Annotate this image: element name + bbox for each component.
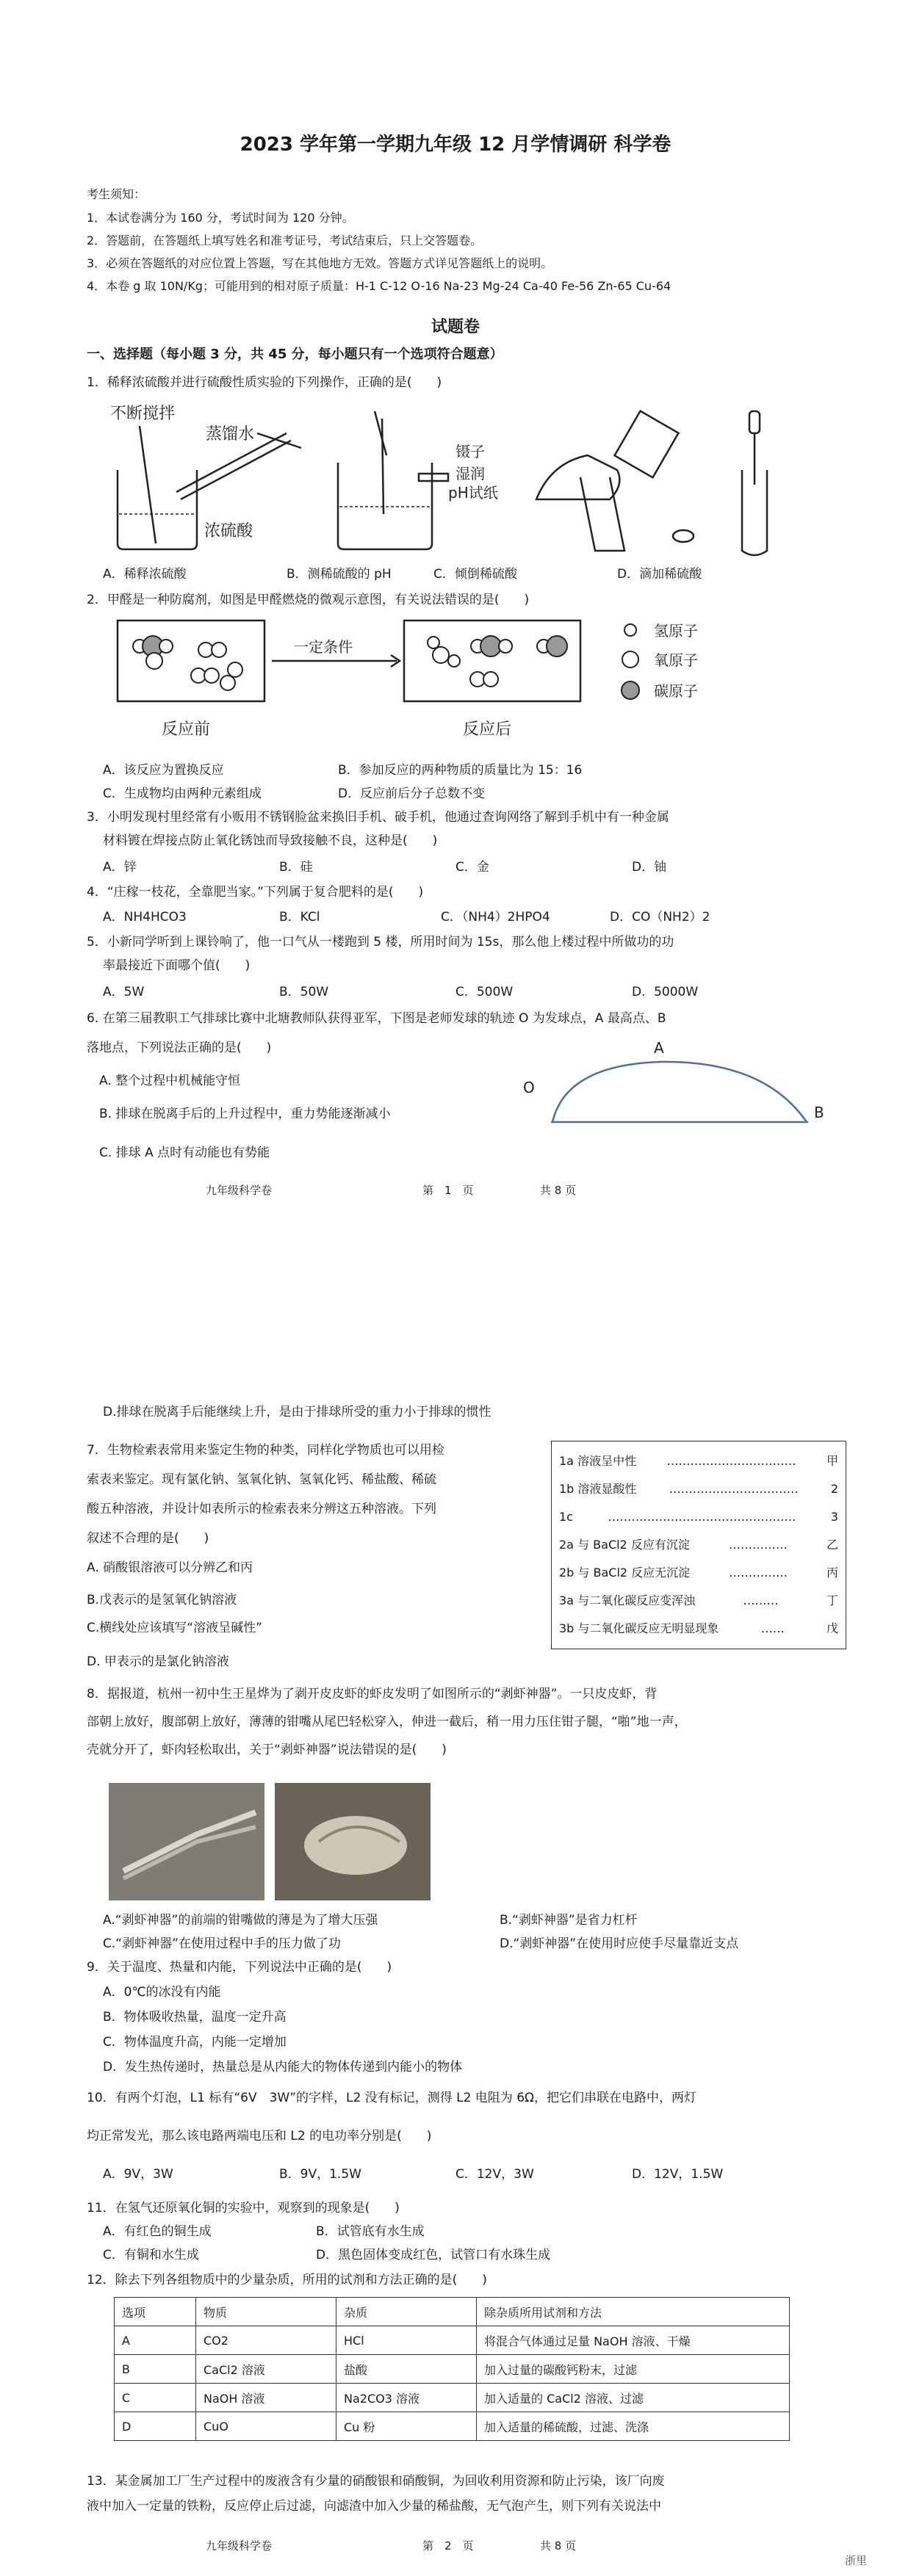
legend-label: 碳原子 bbox=[654, 682, 698, 700]
question-6-stem: 落地点，下列说法正确的是( ) bbox=[87, 1041, 272, 1055]
q9-option[interactable]: C．物体温度升高，内能一定增加 bbox=[103, 2035, 287, 2049]
key-row: 2b 与 BaCl2 反应无沉淀 …………… 丙 bbox=[559, 1566, 838, 1580]
table-cell: 加入适量的稀硫酸，过滤、洗涤 bbox=[477, 2412, 790, 2441]
question-8-stem: 部朝上放好，腹部朝上放好，薄薄的钳嘴从尾巴轻松穿入，伸进一截后，稍一用力压住钳子腿，“啪”地一声， bbox=[87, 1715, 687, 1729]
table-header: 杂质 bbox=[336, 2298, 477, 2326]
question-5-stem: 率最接近下面哪个值( ) bbox=[103, 958, 251, 973]
q6-option[interactable]: A. 整个过程中机械能守恒 bbox=[99, 1074, 241, 1088]
q5-option[interactable]: D．5000W bbox=[632, 985, 699, 999]
paper-title: 2023 学年第一学期九年级 12 月学情调研 科学卷 bbox=[240, 134, 671, 156]
question-7-stem: 叙述不合理的是( ) bbox=[87, 1531, 209, 1546]
q8-option[interactable]: B.“剥虾神器”是省力杠杆 bbox=[500, 1913, 638, 1928]
shrimp-peeling-photo bbox=[275, 1783, 431, 1900]
q6-trajectory-figure bbox=[514, 1035, 838, 1138]
footer-subject: 九年级科学卷 bbox=[206, 1184, 273, 1197]
shrimp-icon bbox=[275, 1783, 431, 1900]
point-o-label: O bbox=[523, 1079, 535, 1096]
footer-total: 共 8 页 bbox=[540, 1184, 577, 1197]
q7-option[interactable]: A. 硝酸银溶液可以分辨乙和丙 bbox=[87, 1560, 253, 1575]
footer-page: 第 1 页 bbox=[422, 1184, 474, 1197]
table-cell: 将混合气体通过足量 NaOH 溶液、干燥 bbox=[477, 2326, 790, 2355]
q9-option[interactable]: D．发生热传递时，热量总是从内能大的物体传递到内能小的物体 bbox=[103, 2060, 463, 2074]
question-9-stem: 9．关于温度、热量和内能，下列说法中正确的是( ) bbox=[87, 1960, 392, 1975]
question-13-stem: 13．某金属加工厂生产过程中的废液含有少量的硝酸银和硝酸铜，为回收利用资源和防止污染，该厂向废 bbox=[87, 2474, 665, 2489]
q10-option[interactable]: C．12V，3W bbox=[455, 2167, 534, 2182]
table-cell: CaCl2 溶液 bbox=[196, 2355, 336, 2384]
legend-label: 氢原子 bbox=[654, 622, 698, 640]
question-13-stem: 液中加入一定量的铁粉，反应停止后过滤，向滤渣中加入少量的稀盐酸，无气泡产生，则下列有关说法中 bbox=[87, 2499, 661, 2514]
question-7-stem: 7．生物检索表常用来鉴定生物的种类，同样化学物质也可以用检 bbox=[87, 1443, 444, 1458]
oxygen-atom-icon bbox=[622, 651, 638, 667]
q12-options-table bbox=[114, 2297, 790, 2441]
q2-after-label: 反应后 bbox=[463, 720, 512, 739]
hydrogen-atom-icon bbox=[624, 624, 636, 636]
q8-option[interactable]: A.“剥虾神器”的前端的钳嘴做的薄是为了增大压强 bbox=[103, 1913, 378, 1928]
question-8-stem: 8．据报道，杭州一初中生王星烨为了剥开皮皮虾的虾皮发明了如图所示的“剥虾神器”。一只皮皮虾，背 bbox=[87, 1687, 658, 1701]
table-header: 选项 bbox=[115, 2298, 196, 2326]
after-box bbox=[404, 621, 580, 701]
q11-option[interactable]: B．试管底有水生成 bbox=[316, 2224, 425, 2239]
q11-option[interactable]: D．黑色固体变成红色，试管口有水珠生成 bbox=[316, 2248, 551, 2262]
q4-option[interactable]: D．CO（NH2）2 bbox=[610, 910, 710, 925]
question-6-stem: 6. 在第三届教职工气排球比赛中北塘教师队获得亚军，下图是老师发球的轨迹 O 为发球点，A 最高点、B bbox=[87, 1011, 666, 1026]
question-10-stem: 均正常发光，那么该电路两端电压和 L2 的电功率分别是( ) bbox=[87, 2129, 432, 2143]
q9-option[interactable]: B．物体吸收热量，温度一定升高 bbox=[103, 2010, 287, 2025]
paper-label: 试题卷 bbox=[431, 318, 480, 336]
carbon-atom-icon bbox=[622, 681, 639, 699]
dichotomous-key-table bbox=[551, 1441, 846, 1649]
page-1 bbox=[0, 0, 911, 1248]
dropper-figure bbox=[742, 411, 767, 555]
notice-line: 3．必须在答题纸的对应位置上答题，写在其他地方无效。答题方式详见答题纸上的说明。 bbox=[87, 256, 553, 270]
key-row: 3b 与二氧化碳反应无明显现象 …… 戊 bbox=[559, 1621, 838, 1635]
q2-molecule-diagram bbox=[110, 617, 771, 749]
ball-trajectory bbox=[552, 1062, 807, 1122]
q1-label: pH试纸 bbox=[448, 484, 498, 502]
table-row[interactable] bbox=[115, 2326, 790, 2355]
question-7-stem: 酸五种溶液，并设计如表所示的检索表来分辨这五种溶液。下列 bbox=[87, 1502, 436, 1516]
q1-label: 不断搅拌 bbox=[110, 405, 176, 423]
q1-option[interactable]: D．滴加稀硫酸 bbox=[617, 567, 702, 582]
q2-before-label: 反应前 bbox=[162, 720, 211, 739]
footer-page: 第 2 页 bbox=[422, 2539, 474, 2553]
q5-option[interactable]: B．50W bbox=[279, 985, 329, 999]
q2-arrow-label: 一定条件 bbox=[294, 638, 353, 656]
q10-option[interactable]: B．9V，1.5W bbox=[279, 2167, 361, 2182]
table-cell: D bbox=[115, 2412, 196, 2441]
beaker-b bbox=[338, 411, 448, 549]
q2-option[interactable]: C．生成物均由两种元素组成 bbox=[103, 786, 262, 801]
q2-option[interactable]: B．参加反应的两种物质的质量比为 15：16 bbox=[338, 763, 583, 778]
watermark: 浙里 bbox=[845, 2554, 868, 2567]
table-cell: Cu 粉 bbox=[336, 2412, 477, 2441]
table-row[interactable] bbox=[115, 2355, 790, 2384]
notice-title: 考生须知： bbox=[87, 187, 146, 201]
question-3-stem: 材料镀在焊接点防止氧化锈蚀而导致接触不良，这种是( ) bbox=[103, 833, 438, 848]
table-cell: CO2 bbox=[196, 2326, 336, 2355]
q11-option[interactable]: C．有铜和水生成 bbox=[103, 2248, 199, 2262]
pouring-figure bbox=[536, 411, 694, 551]
q1-label: 蒸馏水 bbox=[206, 425, 255, 444]
table-cell: CuO bbox=[196, 2412, 336, 2441]
notice-line: 2．答题前，在答题纸上填写姓名和准考证号，考试结束后，只上交答题卷。 bbox=[87, 234, 483, 247]
q7-option[interactable]: B.戊表示的是氢氧化钠溶液 bbox=[87, 1593, 237, 1607]
question-3-stem: 3．小明发现村里经常有小贩用不锈钢脸盆来换旧手机、破手机，他通过查询网络了解到手机中有一种金属 bbox=[87, 810, 669, 825]
question-11-stem: 11．在氢气还原氧化铜的实验中，观察到的现象是( ) bbox=[87, 2201, 400, 2215]
q6-option[interactable]: D.排球在脱离手后能继续上升，是由于排球所受的重力小于排球的惯性 bbox=[103, 1405, 491, 1419]
notice-line: 1．本试卷满分为 160 分，考试时间为 120 分钟。 bbox=[87, 211, 354, 225]
question-5-stem: 5．小新同学听到上课铃响了，他一口气从一楼跑到 5 楼，所用时间为 15s，那么他上楼过程中所做功的功 bbox=[87, 935, 674, 949]
notice-line: 4．本卷 g 取 10N/Kg；可能用到的相对原子质量：H-1 C-12 O-16 Na-23 Mg-24 Ca-40 Fe-56 Zn-65 Cu-64 bbox=[87, 279, 671, 293]
q3-option[interactable]: B．硅 bbox=[279, 860, 313, 875]
q1-label: 浓硫酸 bbox=[204, 522, 253, 540]
q9-option[interactable]: A．0℃的冰没有内能 bbox=[103, 1985, 221, 2000]
footer-total: 共 8 页 bbox=[540, 2539, 577, 2553]
q6-option[interactable]: B. 排球在脱离手后的上升过程中，重力势能逐渐减小 bbox=[99, 1107, 391, 1121]
q1-lab-operations-figure bbox=[110, 404, 815, 558]
key-row: 1b 溶液显酸性 …………………………… 2 bbox=[559, 1482, 838, 1496]
section-heading: 一、选择题（每小题 3 分，共 45 分，每小题只有一个选项符合题意） bbox=[87, 347, 503, 362]
footer-subject: 九年级科学卷 bbox=[206, 2539, 273, 2553]
key-row: 1a 溶液呈中性 …………………………… 甲 bbox=[559, 1454, 838, 1468]
table-row[interactable] bbox=[115, 2384, 790, 2412]
q1-option[interactable]: A．稀释浓硫酸 bbox=[103, 567, 187, 582]
question-12-stem: 12．除去下列各组物质中的少量杂质，所用的试剂和方法正确的是( ) bbox=[87, 2273, 487, 2287]
point-b-label: B bbox=[814, 1104, 824, 1121]
before-box bbox=[118, 621, 264, 701]
q10-option[interactable]: D．12V，1.5W bbox=[632, 2167, 724, 2182]
q2-option[interactable]: D．反应前后分子总数不变 bbox=[338, 786, 486, 801]
q1-label: 镊子 bbox=[455, 443, 485, 460]
q6-option[interactable]: C. 排球 A 点时有动能也有势能 bbox=[99, 1146, 270, 1160]
q4-option[interactable]: A．NH4HCO3 bbox=[103, 910, 187, 925]
q4-option[interactable]: B．KCl bbox=[279, 910, 320, 925]
q1-option[interactable]: C．倾倒稀硫酸 bbox=[433, 567, 517, 582]
q11-option[interactable]: A．有红色的铜生成 bbox=[103, 2224, 212, 2239]
q2-option[interactable]: A．该反应为置换反应 bbox=[103, 763, 224, 778]
question-4-stem: 4．“庄稼一枝花，全靠肥当家。”下列属于复合肥料的是( ) bbox=[87, 885, 424, 900]
q7-option[interactable]: C.横线处应该填写“溶液呈碱性” bbox=[87, 1621, 262, 1635]
legend-label: 氧原子 bbox=[654, 651, 698, 669]
question-10-stem: 10．有两个灯泡，L1 标有“6V 3W”的字样，L2 没有标记，测得 L2 电阻为 6Ω，把它们串联在电路中，两灯 bbox=[87, 2091, 697, 2105]
table-cell: A bbox=[115, 2326, 196, 2355]
table-cell: NaOH 溶液 bbox=[196, 2384, 336, 2412]
q3-option[interactable]: C．金 bbox=[455, 860, 489, 875]
table-header-row bbox=[115, 2298, 790, 2326]
key-row: 3a 与二氧化碳反应变浑浊 ……… 丁 bbox=[559, 1593, 838, 1607]
q3-option[interactable]: A．锌 bbox=[103, 860, 137, 875]
q1-label: 湿润 bbox=[455, 465, 485, 482]
question-8-stem: 壳就分开了，虾肉轻松取出，关于“剥虾神器”说法错误的是( ) bbox=[87, 1743, 447, 1757]
table-cell: Na2CO3 溶液 bbox=[336, 2384, 477, 2412]
point-a-label: A bbox=[654, 1039, 664, 1057]
question-1-stem: 1．稀释浓硫酸并进行硫酸性质实验的下列操作，正确的是( ) bbox=[87, 375, 442, 390]
q8-option[interactable]: C.“剥虾神器”在使用过程中手的压力做了功 bbox=[103, 1936, 341, 1951]
q4-option[interactable]: C．（NH4）2HPO4 bbox=[441, 910, 550, 925]
table-cell: 加入过量的碳酸钙粉末，过滤 bbox=[477, 2355, 790, 2384]
q5-option[interactable]: A．5W bbox=[103, 985, 145, 999]
q8-option[interactable]: D.“剥虾神器”在使用时应使手尽量靠近支点 bbox=[500, 1936, 739, 1951]
table-cell: C bbox=[115, 2384, 196, 2412]
key-row: 2a 与 BaCl2 反应有沉淀 …………… 乙 bbox=[559, 1538, 838, 1552]
tongs-icon bbox=[109, 1783, 264, 1900]
q3-option[interactable]: D．铀 bbox=[632, 860, 667, 875]
key-row: 1c ………………………………………… 3 bbox=[559, 1510, 838, 1524]
q10-option[interactable]: A．9V，3W bbox=[103, 2167, 173, 2182]
page-2 bbox=[0, 1248, 911, 2576]
table-cell: HCl bbox=[336, 2326, 477, 2355]
table-cell: 加入适量的 CaCl2 溶液、过滤 bbox=[477, 2384, 790, 2412]
table-cell: 盐酸 bbox=[336, 2355, 477, 2384]
table-header: 除杂质所用试剂和方法 bbox=[477, 2298, 790, 2326]
q7-option[interactable]: D. 甲表示的是氯化钠溶液 bbox=[87, 1654, 229, 1669]
table-cell: B bbox=[115, 2355, 196, 2384]
q1-option[interactable]: B．测稀硫酸的 pH bbox=[287, 567, 392, 582]
q5-option[interactable]: C．500W bbox=[455, 985, 514, 999]
shrimp-tool-photo bbox=[109, 1783, 264, 1900]
question-7-stem: 索表来鉴定。现有氯化钠、氢氧化钠、氢氧化钙、稀盐酸、稀硫 bbox=[87, 1472, 436, 1487]
table-header: 物质 bbox=[196, 2298, 336, 2326]
question-2-stem: 2．甲醛是一种防腐剂，如图是甲醛燃烧的微观示意图，有关说法错误的是( ) bbox=[87, 593, 530, 607]
table-row[interactable] bbox=[115, 2412, 790, 2441]
